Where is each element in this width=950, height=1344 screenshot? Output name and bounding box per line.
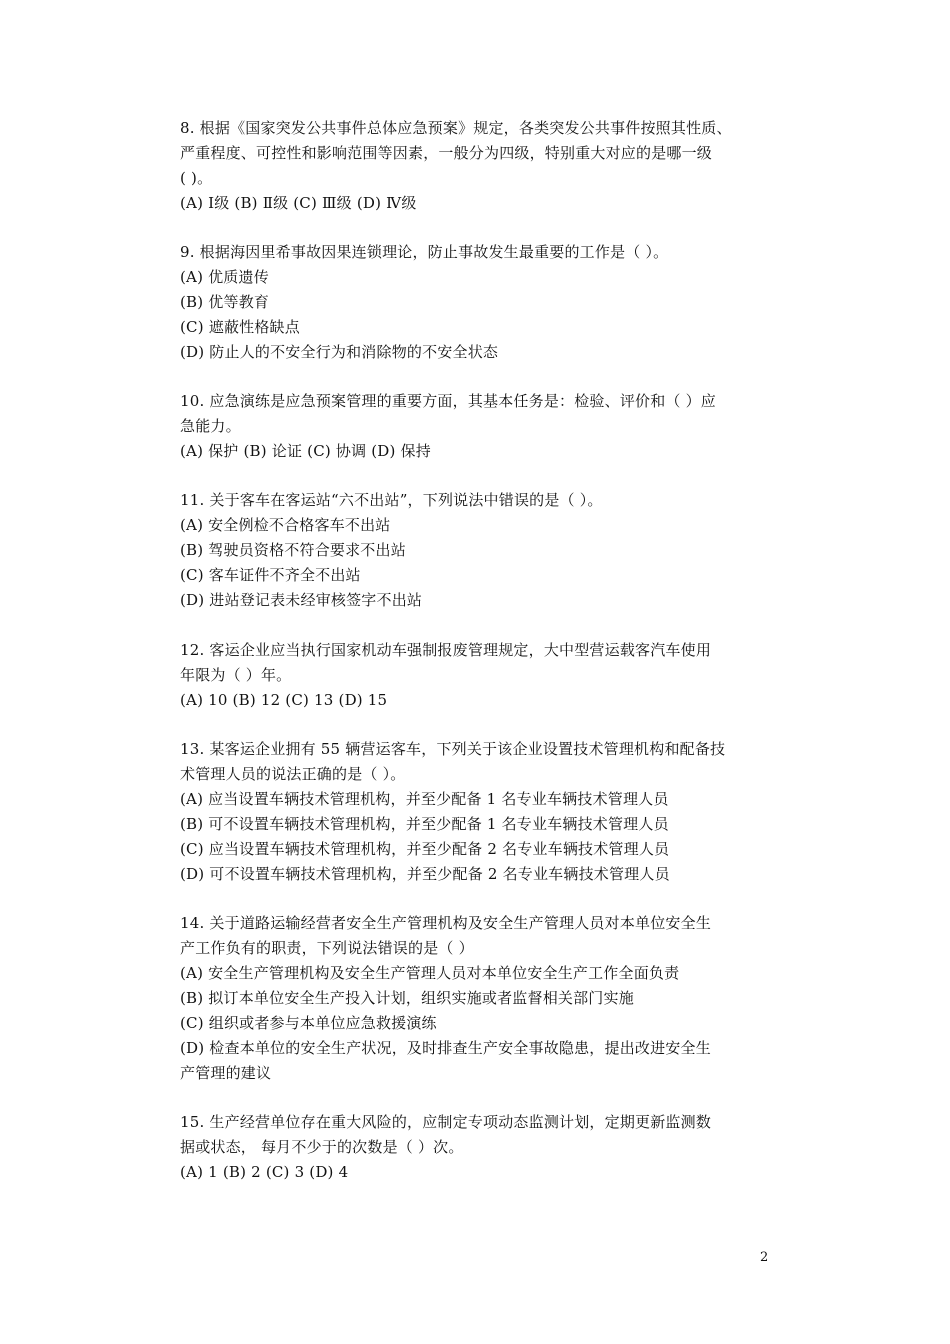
question-9 bbox=[180, 240, 780, 365]
question-12 bbox=[180, 638, 780, 713]
option-b: (B) 驾驶员资格不符合要求不出站 bbox=[180, 541, 406, 559]
options-line: (A) 1 (B) 2 (C) 3 (D) 4 bbox=[180, 1163, 349, 1181]
option-c: (C) 遮蔽性格缺点 bbox=[180, 318, 300, 336]
question-text-line: 急能力。 bbox=[180, 417, 241, 435]
question-text-line: 9. 根据海因里希事故因果连锁理论，防止事故发生最重要的工作是（ ）。 bbox=[180, 243, 669, 261]
question-14 bbox=[180, 911, 780, 1086]
page-number: 2 bbox=[760, 1250, 769, 1265]
question-15 bbox=[180, 1110, 780, 1185]
question-text-line: 12. 客运企业应当执行国家机动车强制报废管理规定，大中型营运载客汽车使用 bbox=[180, 641, 712, 659]
options-line: (A) Ⅰ级 (B) Ⅱ级 (C) Ⅲ级 (D) Ⅳ级 bbox=[180, 194, 417, 212]
option-a: (A) 安全生产管理机构及安全生产管理人员对本单位安全生产工作全面负责 bbox=[180, 964, 680, 982]
question-text-line: 产工作负有的职责，下列说法错误的是（ ） bbox=[180, 939, 474, 957]
option-d-continued: 产管理的建议 bbox=[180, 1064, 272, 1082]
option-d: (D) 进站登记表未经审核签字不出站 bbox=[180, 591, 423, 609]
question-text-line: 14. 关于道路运输经营者安全生产管理机构及安全生产管理人员对本单位安全生 bbox=[180, 914, 712, 932]
option-b: (B) 拟订本单位安全生产投入计划，组织实施或者监督相关部门实施 bbox=[180, 989, 634, 1007]
question-13 bbox=[180, 737, 780, 887]
option-d: (D) 检查本单位的安全生产状况，及时排查生产安全事故隐患，提出改进安全生 bbox=[180, 1039, 711, 1057]
option-c: (C) 组织或者参与本单位应急救援演练 bbox=[180, 1014, 437, 1032]
question-8 bbox=[180, 116, 780, 216]
question-10 bbox=[180, 389, 780, 464]
question-text-line: ( )。 bbox=[180, 169, 213, 187]
option-a: (A) 优质遗传 bbox=[180, 268, 269, 286]
question-text-line: 10. 应急演练是应急预案管理的重要方面，其基本任务是：检验、评价和（ ）应 bbox=[180, 392, 716, 410]
option-d: (D) 防止人的不安全行为和消除物的不安全状态 bbox=[180, 343, 499, 361]
question-text-line: 11. 关于客车在客运站“六不出站”，下列说法中错误的是（ ）。 bbox=[180, 491, 603, 509]
option-a: (A) 安全例检不合格客车不出站 bbox=[180, 516, 391, 534]
option-c: (C) 客车证件不齐全不出站 bbox=[180, 566, 361, 584]
option-d: (D) 可不设置车辆技术管理机构，并至少配备 2 名专业车辆技术管理人员 bbox=[180, 865, 670, 883]
question-text-line: 年限为（ ）年。 bbox=[180, 666, 292, 684]
options-line: (A) 10 (B) 12 (C) 13 (D) 15 bbox=[180, 691, 388, 709]
option-c: (C) 应当设置车辆技术管理机构，并至少配备 2 名专业车辆技术管理人员 bbox=[180, 840, 670, 858]
question-text-line: 13. 某客运企业拥有 55 辆营运客车，下列关于该企业设置技术管理机构和配备技 bbox=[180, 740, 726, 758]
question-text-line: 8. 根据《国家突发公共事件总体应急预案》规定，各类突发公共事件按照其性质、 bbox=[180, 119, 732, 137]
question-text-line: 术管理人员的说法正确的是（ ）。 bbox=[180, 765, 406, 783]
options-line: (A) 保护 (B) 论证 (C) 协调 (D) 保持 bbox=[180, 442, 431, 460]
question-text-line: 据或状态， 每月不少于的次数是（ ）次。 bbox=[180, 1138, 464, 1156]
question-text-line: 严重程度、可控性和影响范围等因素，一般分为四级，特别重大对应的是哪一级 bbox=[180, 144, 713, 162]
question-11 bbox=[180, 488, 780, 613]
option-b: (B) 优等教育 bbox=[180, 293, 270, 311]
question-text-line: 15. 生产经营单位存在重大风险的，应制定专项动态监测计划，定期更新监测数 bbox=[180, 1113, 712, 1131]
option-b: (B) 可不设置车辆技术管理机构，并至少配备 1 名专业车辆技术管理人员 bbox=[180, 815, 669, 833]
option-a: (A) 应当设置车辆技术管理机构，并至少配备 1 名专业车辆技术管理人员 bbox=[180, 790, 669, 808]
